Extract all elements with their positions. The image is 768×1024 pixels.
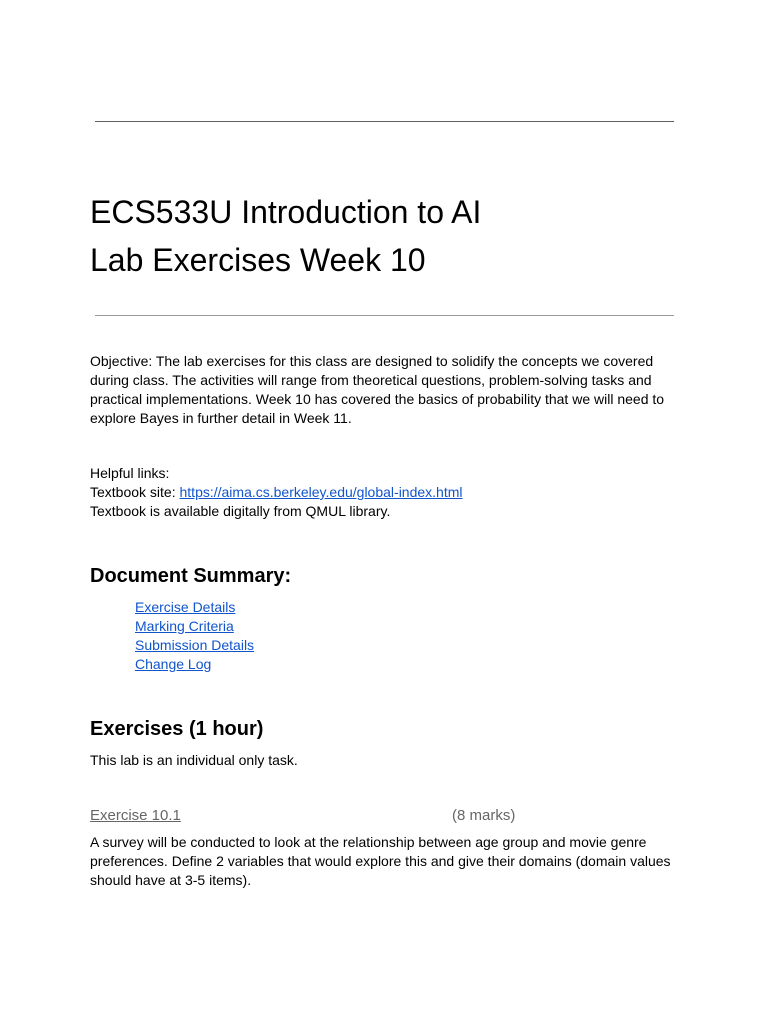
link-submission-details[interactable]: Submission Details: [135, 637, 255, 653]
objective-paragraph: Objective: The lab exercises for this class are designed to solidify the concepts we covered during class. The activities will range from theoretical questions, problem-solving tasks and practical implementations. Week 10 has covered the basics of probability that we will need to explore Bayes in further detail in Week 11.: [90, 353, 665, 426]
top-divider: [95, 121, 674, 122]
exercise-title: Exercise 10.1: [90, 807, 181, 824]
exercise-description: A survey will be conducted to look at the relationship between age group and movie genre preferences. Define 2 variables that would explore this and give their domains (domain values should have at 3-5 items).: [90, 834, 671, 888]
textbook-site-line: [90, 483, 680, 502]
summary-item: [135, 598, 254, 617]
individual-task-note: This lab is an individual only task.: [90, 752, 298, 768]
helpful-links: [90, 464, 680, 521]
title-line-course: ECS533U Introduction to AI: [90, 194, 482, 230]
textbook-site-label: Textbook site:: [90, 484, 180, 500]
link-marking-criteria[interactable]: Marking Criteria: [135, 618, 234, 634]
exercises-heading: Exercises (1 hour): [90, 718, 264, 740]
textbook-site-link[interactable]: https://aima.cs.berkeley.edu/global-index.html: [179, 484, 463, 500]
link-exercise-details[interactable]: Exercise Details: [135, 599, 236, 615]
library-note: Textbook is available digitally from QMUL library.: [90, 503, 391, 519]
summary-list: [135, 598, 254, 674]
helpful-links-heading: Helpful links:: [90, 465, 170, 481]
document-title: [90, 188, 481, 284]
summary-item: [135, 636, 254, 655]
summary-item: [135, 617, 254, 636]
title-line-week: Lab Exercises Week 10: [90, 242, 426, 278]
title-divider: [95, 315, 674, 316]
document-summary-heading: Document Summary:: [90, 565, 292, 587]
link-change-log[interactable]: Change Log: [135, 656, 212, 672]
exercise-marks: (8 marks): [452, 807, 516, 824]
summary-item: [135, 655, 254, 674]
